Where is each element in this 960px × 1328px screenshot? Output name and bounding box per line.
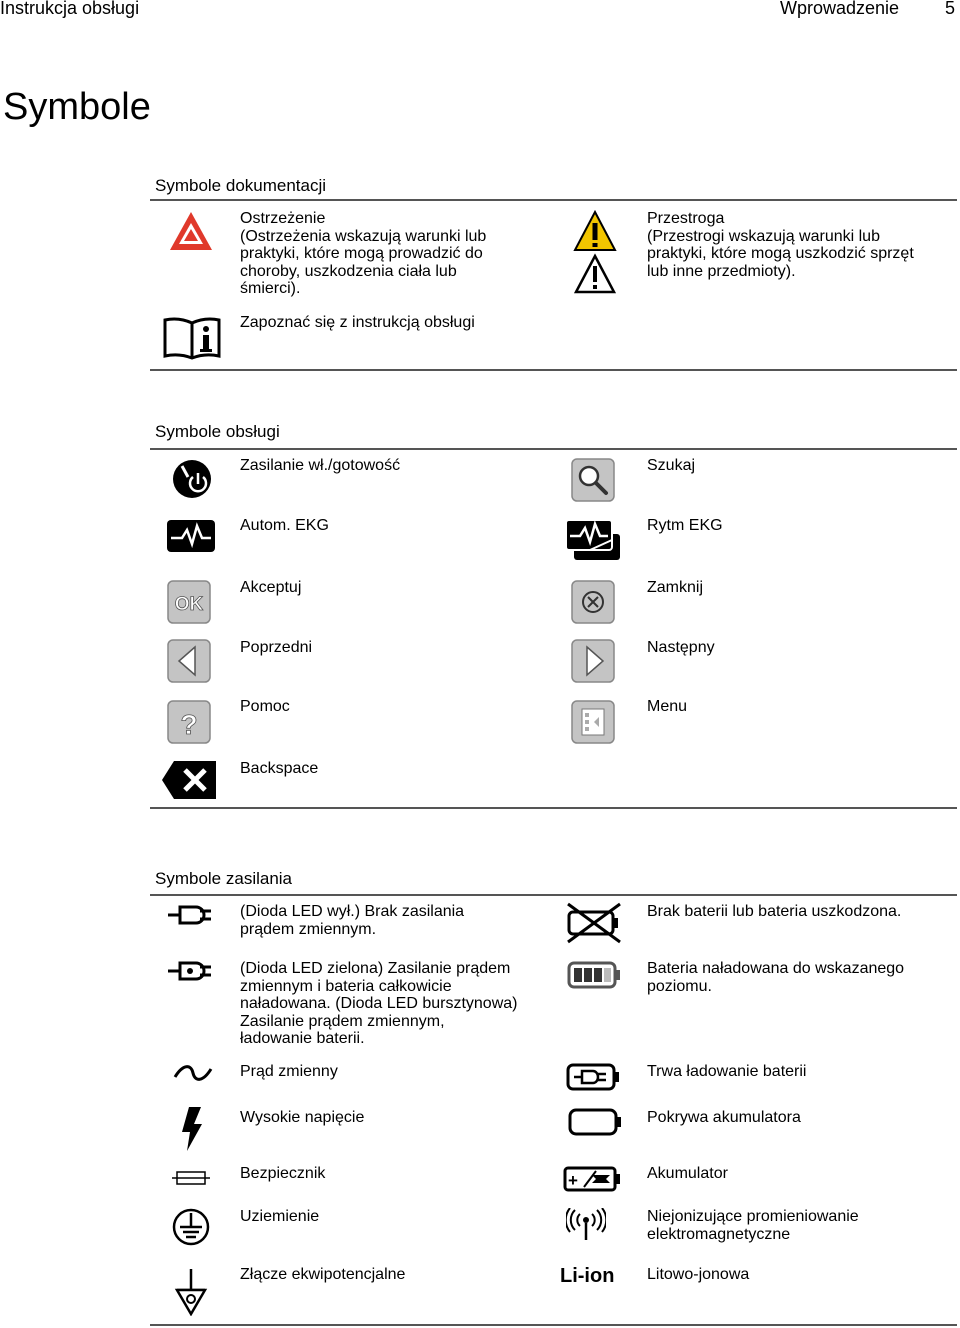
- page-number: 5: [945, 0, 956, 18]
- section-heading-operation: Symbole obsługi: [155, 422, 280, 441]
- auto-ecg-text: Autom. EKG: [240, 517, 329, 534]
- warning-triangle-icon: [168, 210, 214, 252]
- ok-icon: [167, 580, 211, 624]
- section-rule: [150, 448, 957, 450]
- page-title: Symbole: [3, 86, 151, 128]
- caution-triangle-icon: [573, 210, 617, 296]
- menu-text: Menu: [647, 698, 688, 715]
- power-standby-icon: [172, 459, 212, 499]
- power-text: Zasilanie wł./gotowość: [240, 457, 401, 474]
- section-heading-documentation: Symbole dokumentacji: [155, 176, 327, 195]
- manual-text: Zapoznać się z instrukcją obsługi: [240, 314, 475, 331]
- no-battery-text: Brak baterii lub bateria uszkodzona.: [647, 903, 902, 920]
- battery-cover-text: Pokrywa akumulatora: [647, 1109, 801, 1126]
- ground-text: Uziemienie: [240, 1208, 320, 1225]
- battery-level-icon: [567, 961, 623, 989]
- fuse-icon: [171, 1170, 211, 1186]
- non-ionizing-text: Niejonizujące promieniowanie elektromagnetyczne: [647, 1208, 859, 1243]
- accumulator-text: Akumulator: [647, 1165, 728, 1182]
- battery-level-text: Bateria naładowana do wskazanego poziomu.: [647, 960, 905, 995]
- manual-info-icon: [162, 316, 222, 360]
- high-voltage-icon: [180, 1106, 204, 1152]
- charging-text: Trwa ładowanie baterii: [647, 1063, 807, 1080]
- battery-cover-icon: [567, 1107, 623, 1137]
- section-rule: [150, 807, 957, 809]
- high-voltage-text: Wysokie napięcie: [240, 1109, 365, 1126]
- help-icon: [167, 700, 211, 744]
- previous-text: Poprzedni: [240, 639, 313, 656]
- warning-text: Ostrzeżenie (Ostrzeżenia wskazują warunki lub praktyki, które mogą prowadzić do choroby, uszkodzenia ciała lub śmierci).: [240, 210, 487, 297]
- close-text: Zamknij: [647, 579, 704, 596]
- running-header-section: Wprowadzenie: [780, 0, 900, 18]
- left-arrow-icon: [167, 639, 211, 683]
- section-rule: [150, 369, 957, 371]
- section-rule: [150, 199, 957, 201]
- fuse-text: Bezpiecznik: [240, 1165, 326, 1182]
- caution-text: Przestroga (Przestrogi wskazują warunki lub praktyki, które mogą uszkodzić sprzęt lub inne przedmioty).: [647, 210, 914, 280]
- backspace-text: Backspace: [240, 760, 319, 777]
- search-text: Szukaj: [647, 457, 696, 474]
- ac-plug-dot-icon: [167, 960, 213, 982]
- right-arrow-icon: [571, 639, 615, 683]
- led-green-text: (Dioda LED zielona) Zasilanie prądem zmiennym i bateria całkowicie naładowana. (Dioda LED bursztynowa) Zasilanie prądem zmiennym, ładowanie baterii.: [240, 960, 518, 1047]
- auto-ecg-icon: [166, 519, 216, 553]
- menu-icon: [571, 700, 615, 744]
- led-off-text: (Dioda LED wył.) Brak zasilania prądem zmiennym.: [240, 903, 465, 938]
- search-icon: [571, 458, 615, 502]
- accumulator-icon: [562, 1165, 622, 1193]
- equipotential-text: Złącze ekwipotencjalne: [240, 1266, 406, 1283]
- ground-icon: [172, 1205, 210, 1249]
- running-header-left: Instrukcja obsługi: [0, 0, 140, 18]
- non-ionizing-radiation-icon: [566, 1208, 606, 1242]
- help-text: Pomoc: [240, 698, 290, 715]
- section-heading-power: Symbole zasilania: [155, 869, 293, 888]
- next-text: Następny: [647, 639, 715, 656]
- close-icon: [571, 580, 615, 624]
- equipotential-icon: [174, 1268, 208, 1316]
- accept-text: Akceptuj: [240, 579, 302, 596]
- rhythm-ecg-text: Rytm EKG: [647, 517, 723, 534]
- section-rule: [150, 1324, 957, 1326]
- help-icon-label: ?: [180, 709, 198, 740]
- ac-plug-icon: [167, 904, 213, 926]
- rhythm-ecg-icon: [564, 518, 622, 562]
- battery-charging-icon: [566, 1063, 622, 1091]
- backspace-icon: [160, 759, 218, 801]
- svg-text:+: +: [568, 1171, 578, 1190]
- ac-text: Prąd zmienny: [240, 1063, 338, 1080]
- alternating-current-icon: [173, 1063, 213, 1083]
- li-ion-icon: Li-ion: [560, 1265, 615, 1287]
- ok-icon-label: OK: [174, 594, 204, 615]
- section-rule: [150, 894, 957, 896]
- li-ion-text: Litowo-jonowa: [647, 1266, 750, 1283]
- battery-crossed-icon: [564, 902, 624, 944]
